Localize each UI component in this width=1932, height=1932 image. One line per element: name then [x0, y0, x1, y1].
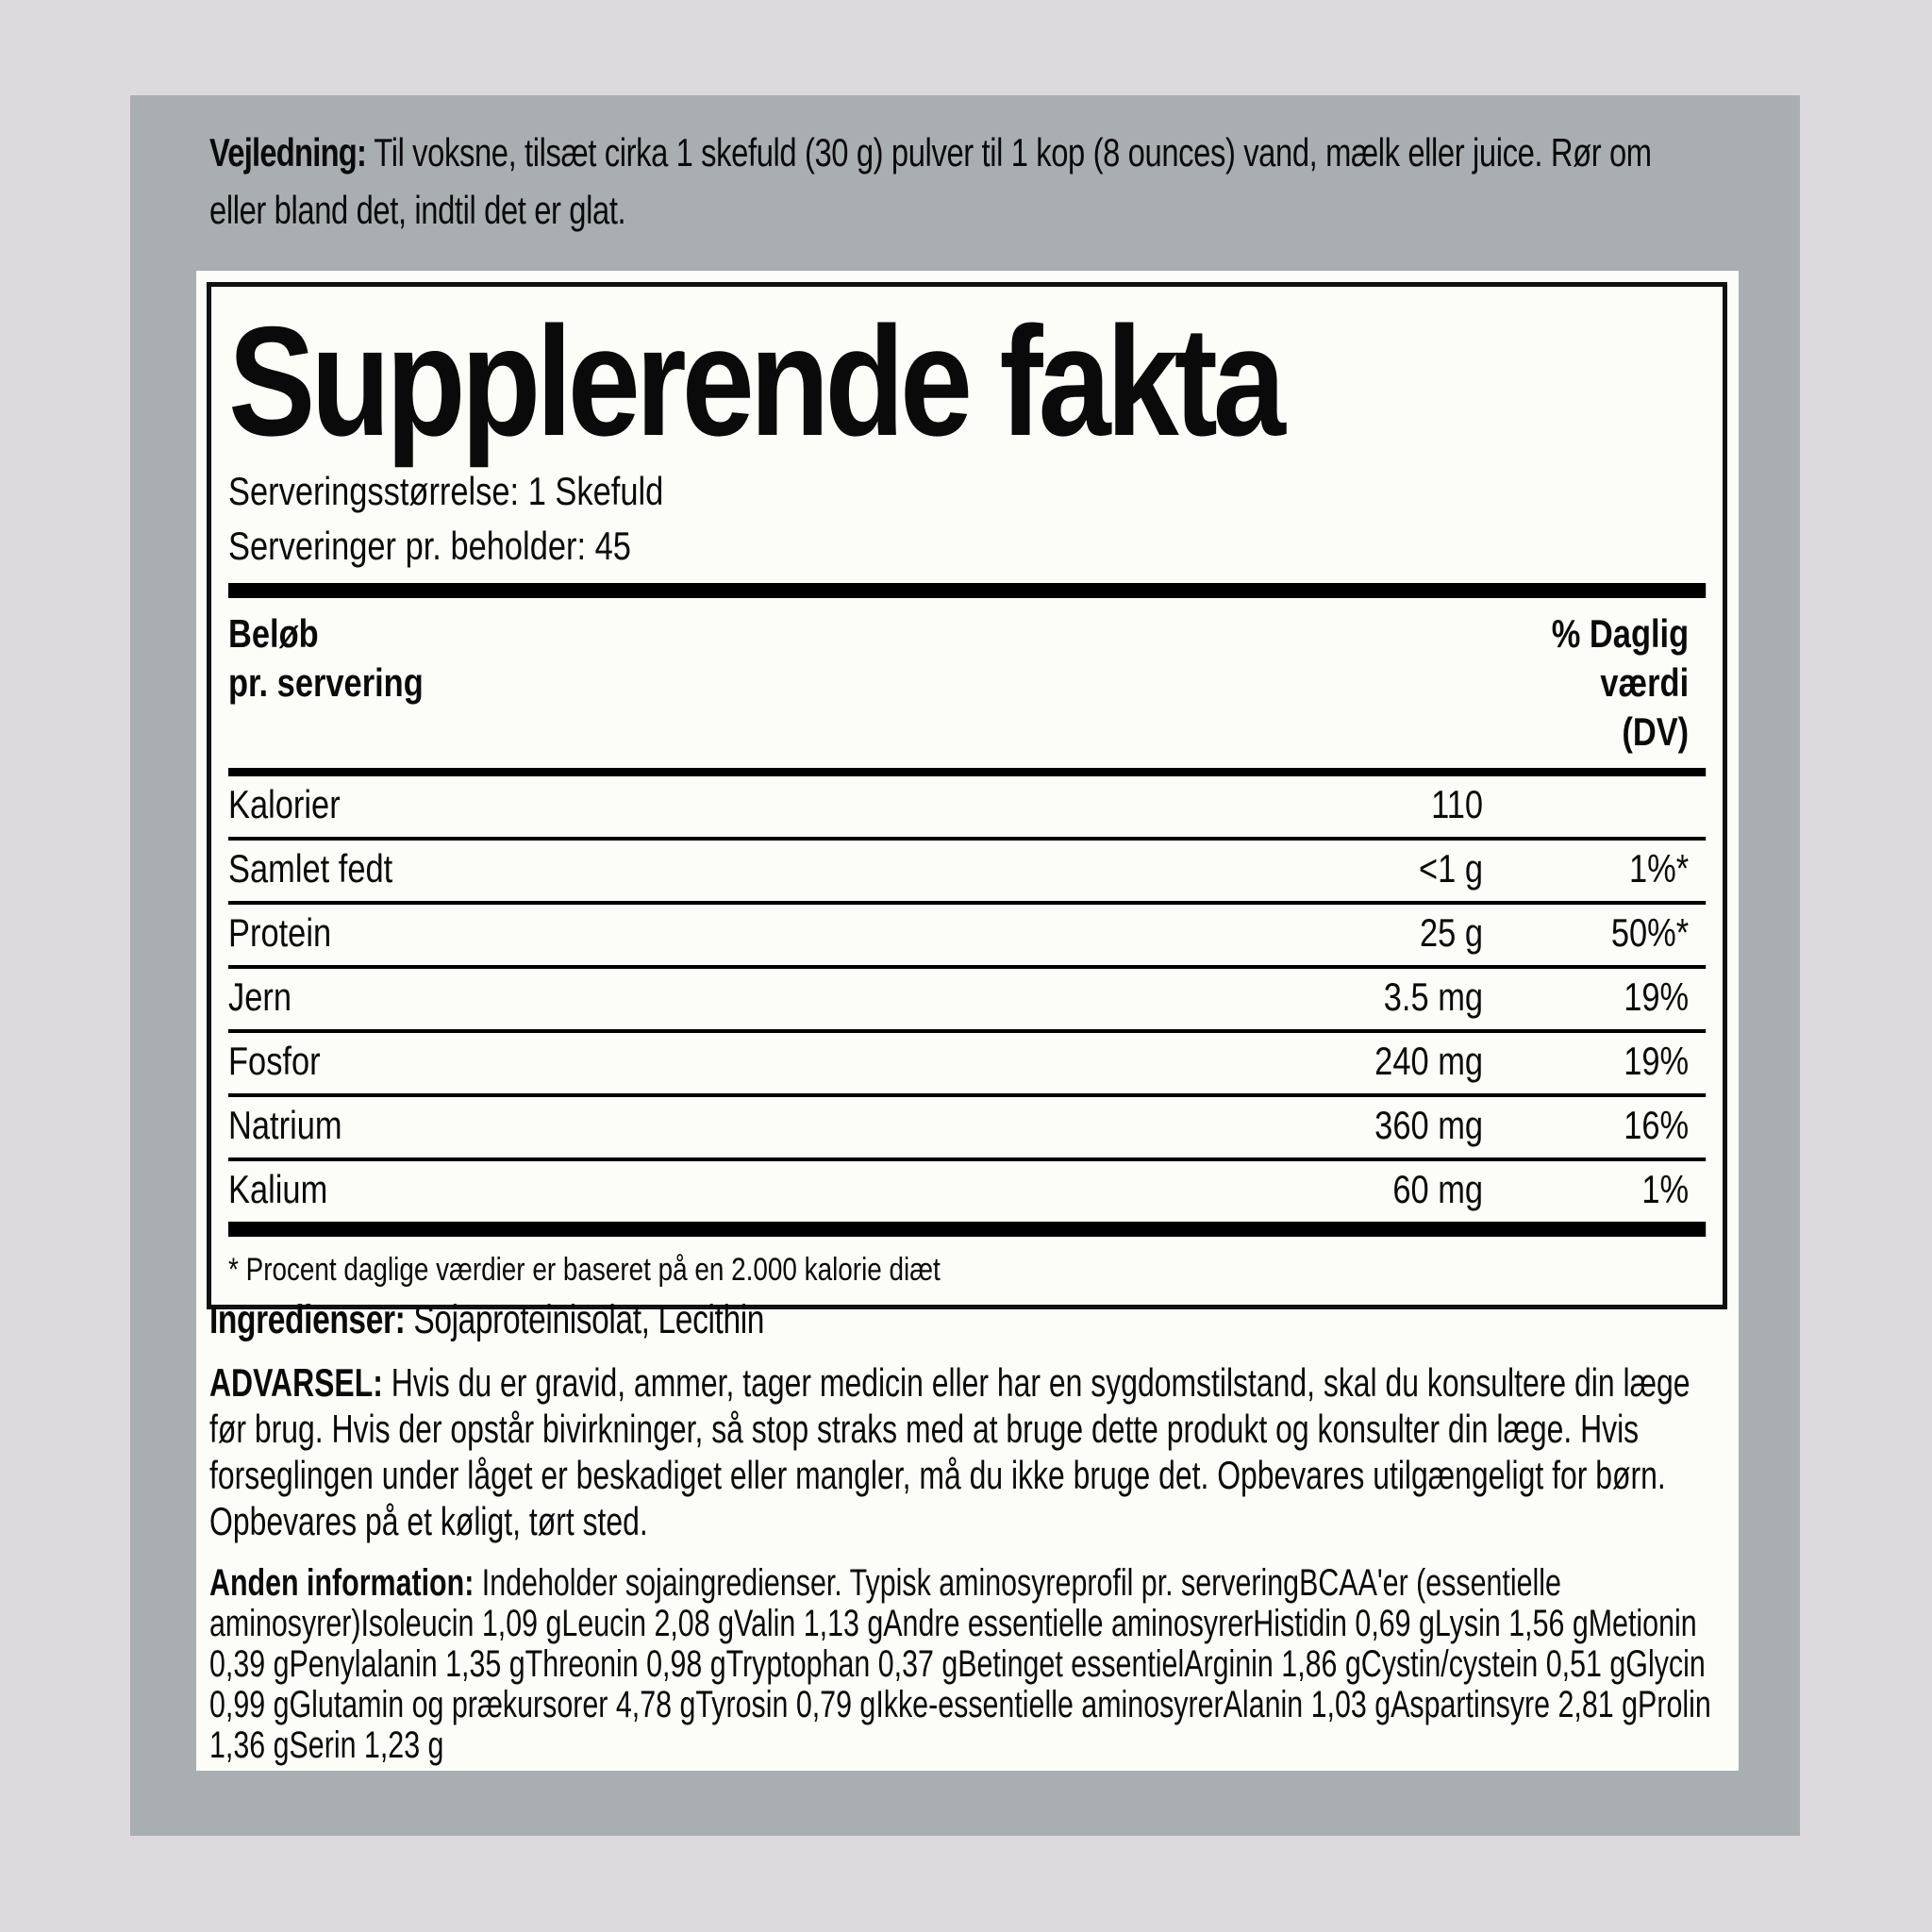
nutrient-amount: 3.5 mg [1383, 974, 1484, 1019]
facts-body [228, 470, 1706, 1305]
label-card [130, 95, 1800, 1836]
divider-bar-top [228, 583, 1706, 598]
dv-header [1552, 609, 1706, 757]
table-row-samlet-fedt [228, 837, 1706, 901]
nutrient-dv: 50%* [1610, 910, 1690, 955]
nutrient-name: Fosfor [228, 1039, 321, 1083]
facts-panel [196, 271, 1739, 1771]
daily-value-footnote: * Procent daglige værdier er baseret på en 2.000 kalorie diæt [228, 1252, 941, 1288]
nutrient-amount: 25 g [1420, 910, 1484, 955]
ingredients-label: Ingredienser: [209, 1297, 406, 1342]
divider-bar-header [228, 768, 1706, 776]
nutrient-name: Protein [228, 910, 332, 955]
nutrient-name: Natrium [228, 1103, 342, 1147]
nutrient-name: Kalium [228, 1167, 328, 1211]
nutrient-dv: 1%* [1628, 846, 1690, 891]
table-row-jern [228, 965, 1706, 1029]
nutrient-amount: 240 mg [1374, 1039, 1484, 1083]
ingredients-line [209, 1299, 1710, 1341]
nutrient-amount: 110 [1431, 782, 1484, 826]
directions-text: Til voksne, tilsæt cirka 1 skefuld (30 g) pulver til 1 kop (8 ounces) vand, mælk eller juice. Rør om eller bland det, indtil det er glat. [209, 130, 1652, 232]
nutrient-name: Jern [228, 974, 291, 1019]
table-header-row [228, 598, 1706, 768]
nutrient-dv: 16% [1624, 1103, 1690, 1147]
nutrient-amount: <1 g [1419, 846, 1484, 891]
directions-label: Vejledning: [209, 130, 367, 175]
directions-paragraph [209, 124, 1710, 239]
table-row-fosfor [228, 1029, 1706, 1093]
table-row-natrium [228, 1093, 1706, 1158]
table-row-kalium [228, 1158, 1706, 1222]
other-information-text: Indeholder sojaingredienser. Typisk aminosyreprofil pr. serveringBCAA'er (essentielle aminosyrer)Isoleucin 1,09 gLeucin 2,08 gValin 1,13 gAndre essentielle aminosyrerHistidin 0,69 gLysin 1,56 gMetionin 0,39 gPenylalanin 1,35 gThreonin 0,98 gTryptophan 0,37 gBetinget essentielArginin 1,86 gCystin/cystein 0,51 gGlycin 0,99 gGlutamin og prækursorer 4,78 gTyrosin 0,79 gIkke-essentielle aminosyrerAlanin 1,03 gAspartinsyre 2,81 gProlin 1,36 gSerin 1,23 g [209, 1562, 1711, 1766]
warning-label: ADVARSEL: [209, 1360, 383, 1405]
amount-header-line1: Beløb [228, 611, 319, 656]
other-information-paragraph [209, 1563, 1724, 1766]
ingredients-text: Sojaproteinisolat, Lecithin [405, 1297, 765, 1342]
label-lower-text [209, 1299, 1724, 1766]
other-information-label: Anden information: [209, 1562, 475, 1604]
nutrient-amount: 360 mg [1374, 1103, 1484, 1147]
table-row-protein [228, 901, 1706, 965]
serving-size: Serveringsstørrelse: 1 Skefuld [228, 469, 664, 513]
nutrient-dv: 19% [1624, 1039, 1690, 1083]
nutrient-name: Kalorier [228, 782, 341, 826]
dv-header-line2: værdi [1600, 660, 1690, 705]
nutrient-amount: 60 mg [1392, 1167, 1484, 1211]
nutrient-name: Samlet fedt [228, 846, 393, 891]
divider-bar-bottom [228, 1222, 1706, 1237]
warning-text: Hvis du er gravid, ammer, tager medicin eller har en sygdomstilstand, skal du konsultere din læge før brug. Hvis der opstår bivirkninger, så stop straks med at bruge dette produkt og konsulter din læge. Hvis forseglingen under låget er beskadiget eller mangler, må du ikke bruge det. Opbevares utilgængeligt for børn. Opbevares på et køligt, tørt sted. [209, 1360, 1690, 1543]
nutrient-dv: 19% [1624, 974, 1690, 1019]
dv-header-line3: (DV) [1622, 709, 1690, 754]
dv-header-line1: % Daglig [1551, 611, 1690, 656]
warning-paragraph [209, 1359, 1724, 1544]
servings-per-container: Serveringer pr. beholder: 45 [228, 524, 631, 568]
nutrient-dv: 1% [1641, 1167, 1690, 1211]
amount-header [228, 609, 424, 757]
supplement-facts-box [207, 282, 1727, 1309]
amount-header-line2: pr. servering [228, 660, 424, 705]
facts-title: Supplerende fakta [228, 294, 1281, 468]
table-row-kalorier [228, 776, 1706, 837]
